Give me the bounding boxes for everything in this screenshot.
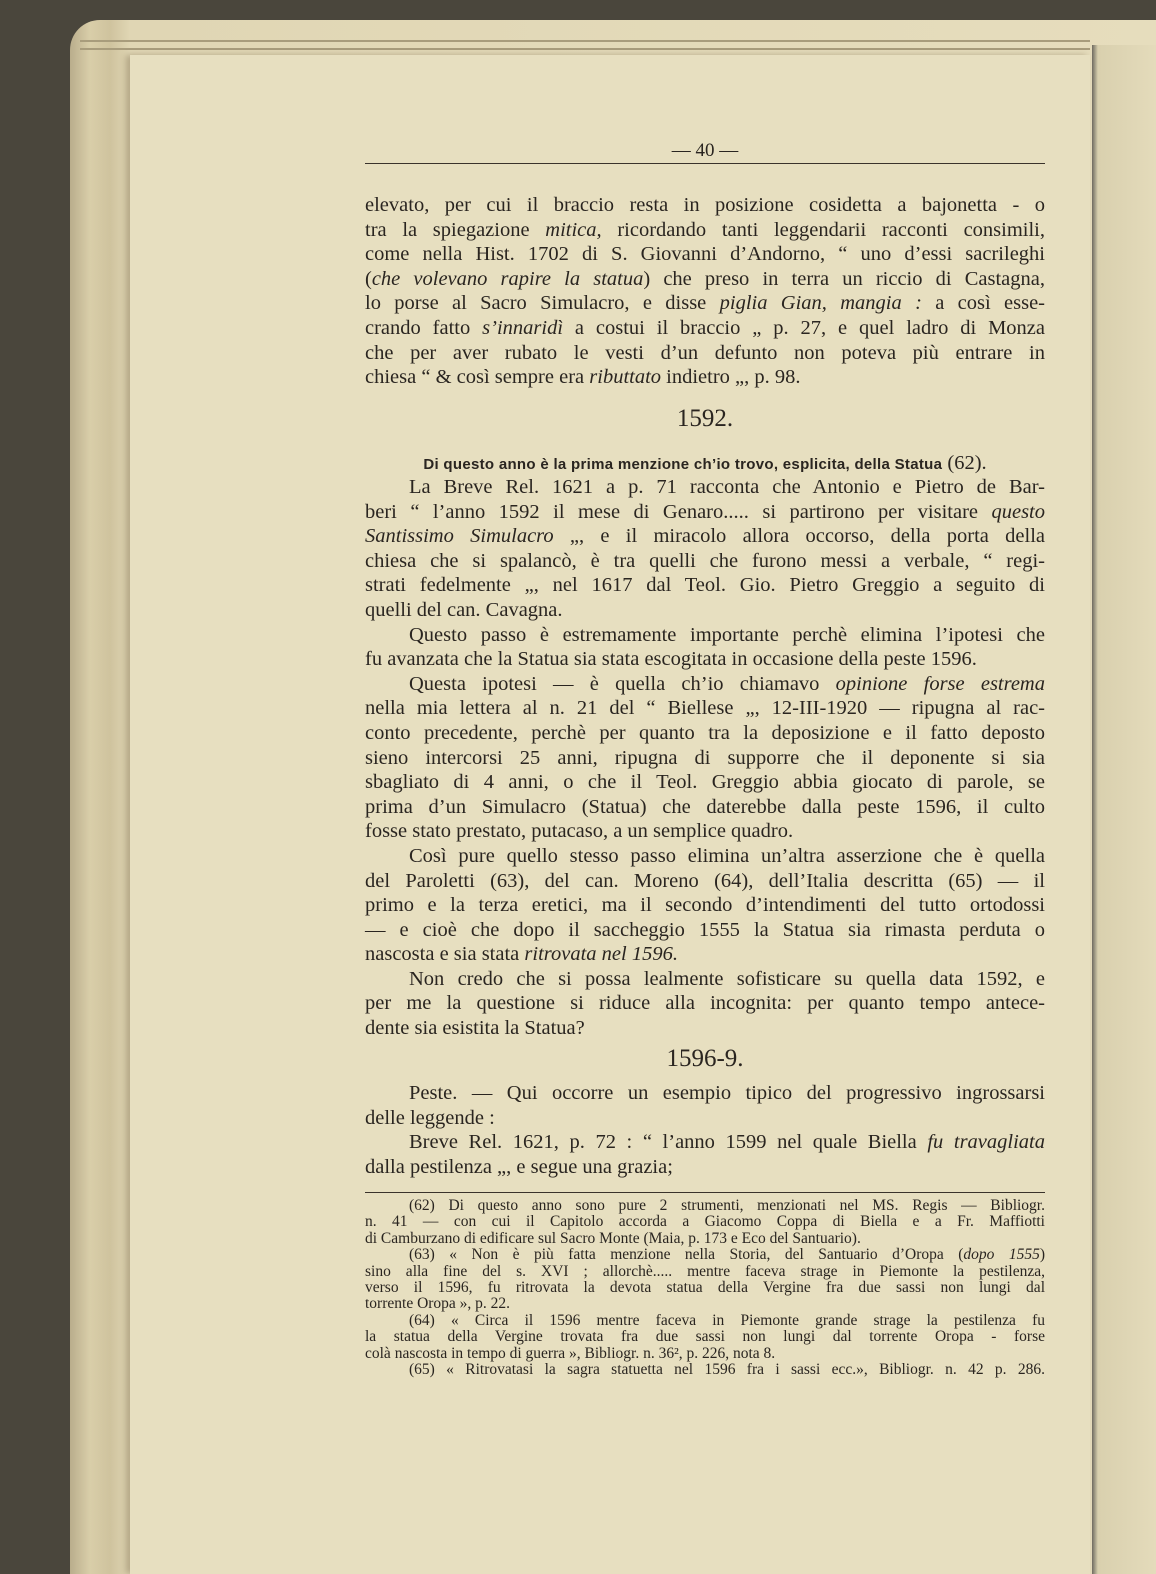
text-line bbox=[365, 365, 1045, 390]
text-line bbox=[365, 721, 1045, 746]
section-year-1592: 1592. bbox=[676, 405, 734, 432]
text-run: (65) « Ritrovatasi la sagra statuetta nel 1596 fra i sassi ecc.», Bibliogr. n. 42 p. 286. bbox=[409, 1360, 1045, 1378]
footnote-line bbox=[365, 1231, 1045, 1247]
text-run: — e cioè che dopo il saccheggio 1555 la Statua sia rimasta perduta o bbox=[365, 918, 1045, 941]
text-run: Peste. — Qui occorre un esempio tipico del progressivo ingrossarsi bbox=[409, 1082, 1045, 1104]
text-run: prima d’un Simulacro (Statua) che daterebbe dalla peste 1596, il culto bbox=[365, 795, 1045, 818]
bold-text: Di questo anno è la prima menzione ch’io trovo, esplicita, della Statua bbox=[423, 456, 943, 473]
text-line bbox=[365, 500, 1045, 525]
section-heading bbox=[365, 451, 1045, 476]
text-run: colà nascosta in tempo di guerra », Bibliogr. n. 36², p. 226, nota 8. bbox=[365, 1344, 776, 1362]
footnote-line bbox=[365, 1247, 1045, 1263]
text-line bbox=[365, 524, 1045, 549]
text-run: (63) « Non è più fatta menzione nella Storia, del Santuario d’Oropa ( bbox=[409, 1246, 964, 1264]
text-run: beri “ l’anno 1592 il mese di Genaro..... si partirono per visitare bbox=[365, 500, 992, 523]
text-run: ricordando tanti leggendarii racconti consimili, bbox=[601, 218, 1045, 241]
text-line bbox=[365, 1106, 1045, 1131]
text-run: nascosta e sia stata bbox=[365, 943, 525, 966]
italic-text: dopo 1555 bbox=[963, 1246, 1040, 1264]
text-run: crando fatto bbox=[365, 316, 483, 339]
text-line bbox=[365, 869, 1045, 894]
text-run: (64) « Circa il 1596 mentre faceva in Piemonte grande strage la pestilenza fu bbox=[409, 1311, 1045, 1329]
text-run: conto precedente, perchè per quanto tra la deposizione e il fatto deposto bbox=[365, 721, 1045, 744]
text-run: fu avanzata che la Statua sia stata escogitata in occasione della peste 1596. bbox=[365, 648, 977, 671]
text-run: nella mia lettera al n. 21 del “ Biellese „, 12-III-1920 — ripugna al rac- bbox=[365, 697, 1045, 720]
footnote-line bbox=[365, 1198, 1045, 1214]
footnote-line bbox=[365, 1313, 1045, 1329]
text-run: lo porse al Sacro Simulacro, e disse bbox=[365, 292, 720, 315]
text-run: torrente Oropa », p. 22. bbox=[365, 1295, 511, 1313]
text-line bbox=[365, 242, 1045, 267]
paragraph-1 bbox=[365, 193, 1045, 390]
paragraph-3 bbox=[365, 1081, 1045, 1179]
italic-text: Santissimo Simulacro bbox=[365, 525, 554, 548]
text-line bbox=[365, 1016, 1045, 1041]
section-year-1596-9: 1596-9. bbox=[666, 1045, 744, 1072]
italic-text: che volevano rapire la statua bbox=[371, 267, 644, 290]
text-line bbox=[365, 549, 1045, 574]
text-run: n. 41 — con cui il Capitolo accorda a Giacomo Coppa di Biella e a Fr. Maffiotti bbox=[365, 1213, 1045, 1231]
text-line bbox=[365, 267, 1045, 292]
italic-text: opinione forse estrema bbox=[835, 672, 1045, 695]
text-line bbox=[365, 475, 1045, 500]
text-run: chiesa “ & così sempre era bbox=[365, 366, 590, 389]
footnote-line bbox=[365, 1346, 1045, 1362]
text-line bbox=[365, 193, 1045, 218]
heading-line bbox=[365, 451, 1045, 476]
text-run: Questo passo è estremamente importante perchè elimina l’ipotesi che bbox=[409, 623, 1045, 646]
footnote-line bbox=[365, 1214, 1045, 1230]
text-run: ) bbox=[1039, 1246, 1046, 1264]
italic-text: mitica, bbox=[545, 218, 602, 241]
footnote-line bbox=[365, 1264, 1045, 1280]
text-line bbox=[365, 672, 1045, 697]
text-run: chiesa che si spalancò, è tra quelli che furono messi a verbale, “ regi- bbox=[365, 549, 1045, 572]
text-line bbox=[365, 1130, 1045, 1155]
paragraph-2 bbox=[365, 475, 1045, 1041]
text-run: tra la spiegazione bbox=[365, 218, 546, 241]
text-line bbox=[365, 623, 1045, 648]
text-run: ) che preso in terra un riccio di Castagna, bbox=[643, 267, 1045, 290]
text-run: primo e la terza eretici, ma il secondo d’intendimenti del tutto ortodossi bbox=[365, 894, 1045, 917]
text-run: del Paroletti (63), del can. Moreno (64), dell’Italia descritta (65) — il bbox=[365, 869, 1045, 892]
text-line bbox=[365, 770, 1045, 795]
page-edge-line bbox=[80, 40, 1090, 42]
footnote-ref: (62). bbox=[942, 452, 987, 474]
footnote-rule bbox=[365, 1192, 1045, 1193]
text-run: sino alla fine del s. XVI ; allorchè..... mentre faceva strage in Piemonte la pestilenza, bbox=[365, 1262, 1045, 1280]
text-line bbox=[365, 218, 1045, 243]
text-run: sieno intercorsi 25 anni, ripugna di supporre che il deponente si sia bbox=[365, 746, 1045, 769]
text-run: Questa ipotesi — è quella ch’io chiamavo bbox=[409, 672, 836, 695]
page-number: — 40 — bbox=[671, 140, 739, 161]
text-run: elevato, per cui il braccio resta in posizione cosidetta a bajonetta - o bbox=[365, 194, 1045, 216]
text-line bbox=[365, 696, 1045, 721]
text-line bbox=[365, 819, 1045, 844]
italic-text: s’innaridì bbox=[482, 316, 564, 339]
text-run: di Camburzano di edificare sul Sacro Monte (Maia, p. 173 e Eco del Santuario). bbox=[365, 1229, 861, 1247]
footnote-line bbox=[365, 1280, 1045, 1296]
text-line bbox=[365, 844, 1045, 869]
text-run: a costui il braccio „ p. 27, e quel ladro di Monza bbox=[563, 316, 1046, 339]
text-run: fosse stato prestato, putacaso, a un semplice quadro. bbox=[365, 820, 794, 843]
text-run: la statua della Vergine trovata fra due sassi non lungi dal torrente Oropa - forse bbox=[365, 1328, 1045, 1346]
text-run: dalla pestilenza „, e segue una grazia; bbox=[365, 1155, 673, 1178]
page-edge-line bbox=[80, 48, 1090, 50]
text-run: indietro „, p. 98. bbox=[661, 366, 801, 389]
text-line bbox=[365, 647, 1045, 672]
text-line bbox=[365, 341, 1045, 366]
text-run: quelli del can. Cavagna. bbox=[365, 598, 563, 621]
footnotes bbox=[365, 1198, 1045, 1378]
text-line bbox=[365, 795, 1045, 820]
text-run: Breve Rel. 1621, p. 72 : “ l’anno 1599 nel quale Biella bbox=[409, 1131, 928, 1154]
text-line bbox=[365, 1081, 1045, 1106]
text-run: Non credo che si possa lealmente sofisticare su quella data 1592, e bbox=[409, 967, 1045, 990]
text-run: dente sia esistita la Statua? bbox=[365, 1017, 585, 1040]
text-run: delle leggende : bbox=[365, 1106, 495, 1129]
text-run: La Breve Rel. 1621 a p. 71 racconta che Antonio e Pietro de Bar- bbox=[409, 476, 1045, 498]
text-line bbox=[365, 291, 1045, 316]
text-line bbox=[365, 316, 1045, 341]
text-line bbox=[365, 1155, 1045, 1180]
text-run: sbagliato di 4 anni, o che il Teol. Greggio abbia giocato di parole, se bbox=[365, 771, 1045, 794]
header-rule bbox=[365, 163, 1045, 164]
adjacent-page-edge bbox=[1092, 45, 1156, 1574]
text-line bbox=[365, 991, 1045, 1016]
italic-text: ributtato bbox=[589, 366, 662, 389]
text-line bbox=[365, 918, 1045, 943]
italic-text: fu travagliata bbox=[927, 1131, 1045, 1154]
text-line bbox=[365, 893, 1045, 918]
text-run: strati fedelmente „, nel 1617 dal Teol. Gio. Pietro Greggio a seguito di bbox=[365, 574, 1045, 597]
text-run: a così esse- bbox=[921, 292, 1045, 315]
text-run: ( bbox=[365, 267, 372, 290]
text-run: (62) Di questo anno sono pure 2 strumenti, menzionati nel MS. Regis — Bibliogr. bbox=[409, 1197, 1045, 1214]
footnote-line bbox=[365, 1329, 1045, 1345]
text-line bbox=[365, 967, 1045, 992]
text-run: che per aver rubato le vesti d’un defunto non poteva più entrare in bbox=[365, 341, 1045, 364]
footnote-line bbox=[365, 1296, 1045, 1312]
text-run: come nella Hist. 1702 di S. Giovanni d’Andorno, “ uno d’essi sacrileghi bbox=[365, 243, 1045, 266]
text-line bbox=[365, 942, 1045, 967]
text-run: verso il 1596, fu ritrovata la devota statua della Vergine fra due sassi non lungi dal bbox=[365, 1278, 1045, 1296]
text-line bbox=[365, 598, 1045, 623]
text-line bbox=[365, 573, 1045, 598]
text-line bbox=[365, 746, 1045, 771]
text-run: „, e il miracolo allora occorso, della porta della bbox=[553, 525, 1046, 548]
footnote-line bbox=[365, 1362, 1045, 1378]
text-run: Così pure quello stesso passo elimina un’altra asserzione che è quella bbox=[409, 844, 1045, 867]
italic-text: piglia Gian, mangia : bbox=[719, 292, 922, 315]
text-run: per me la questione si riduce alla incognita: per quanto tempo antece- bbox=[365, 992, 1045, 1015]
italic-text: questo bbox=[991, 500, 1045, 523]
italic-text: ritrovata nel 1596. bbox=[524, 943, 678, 966]
